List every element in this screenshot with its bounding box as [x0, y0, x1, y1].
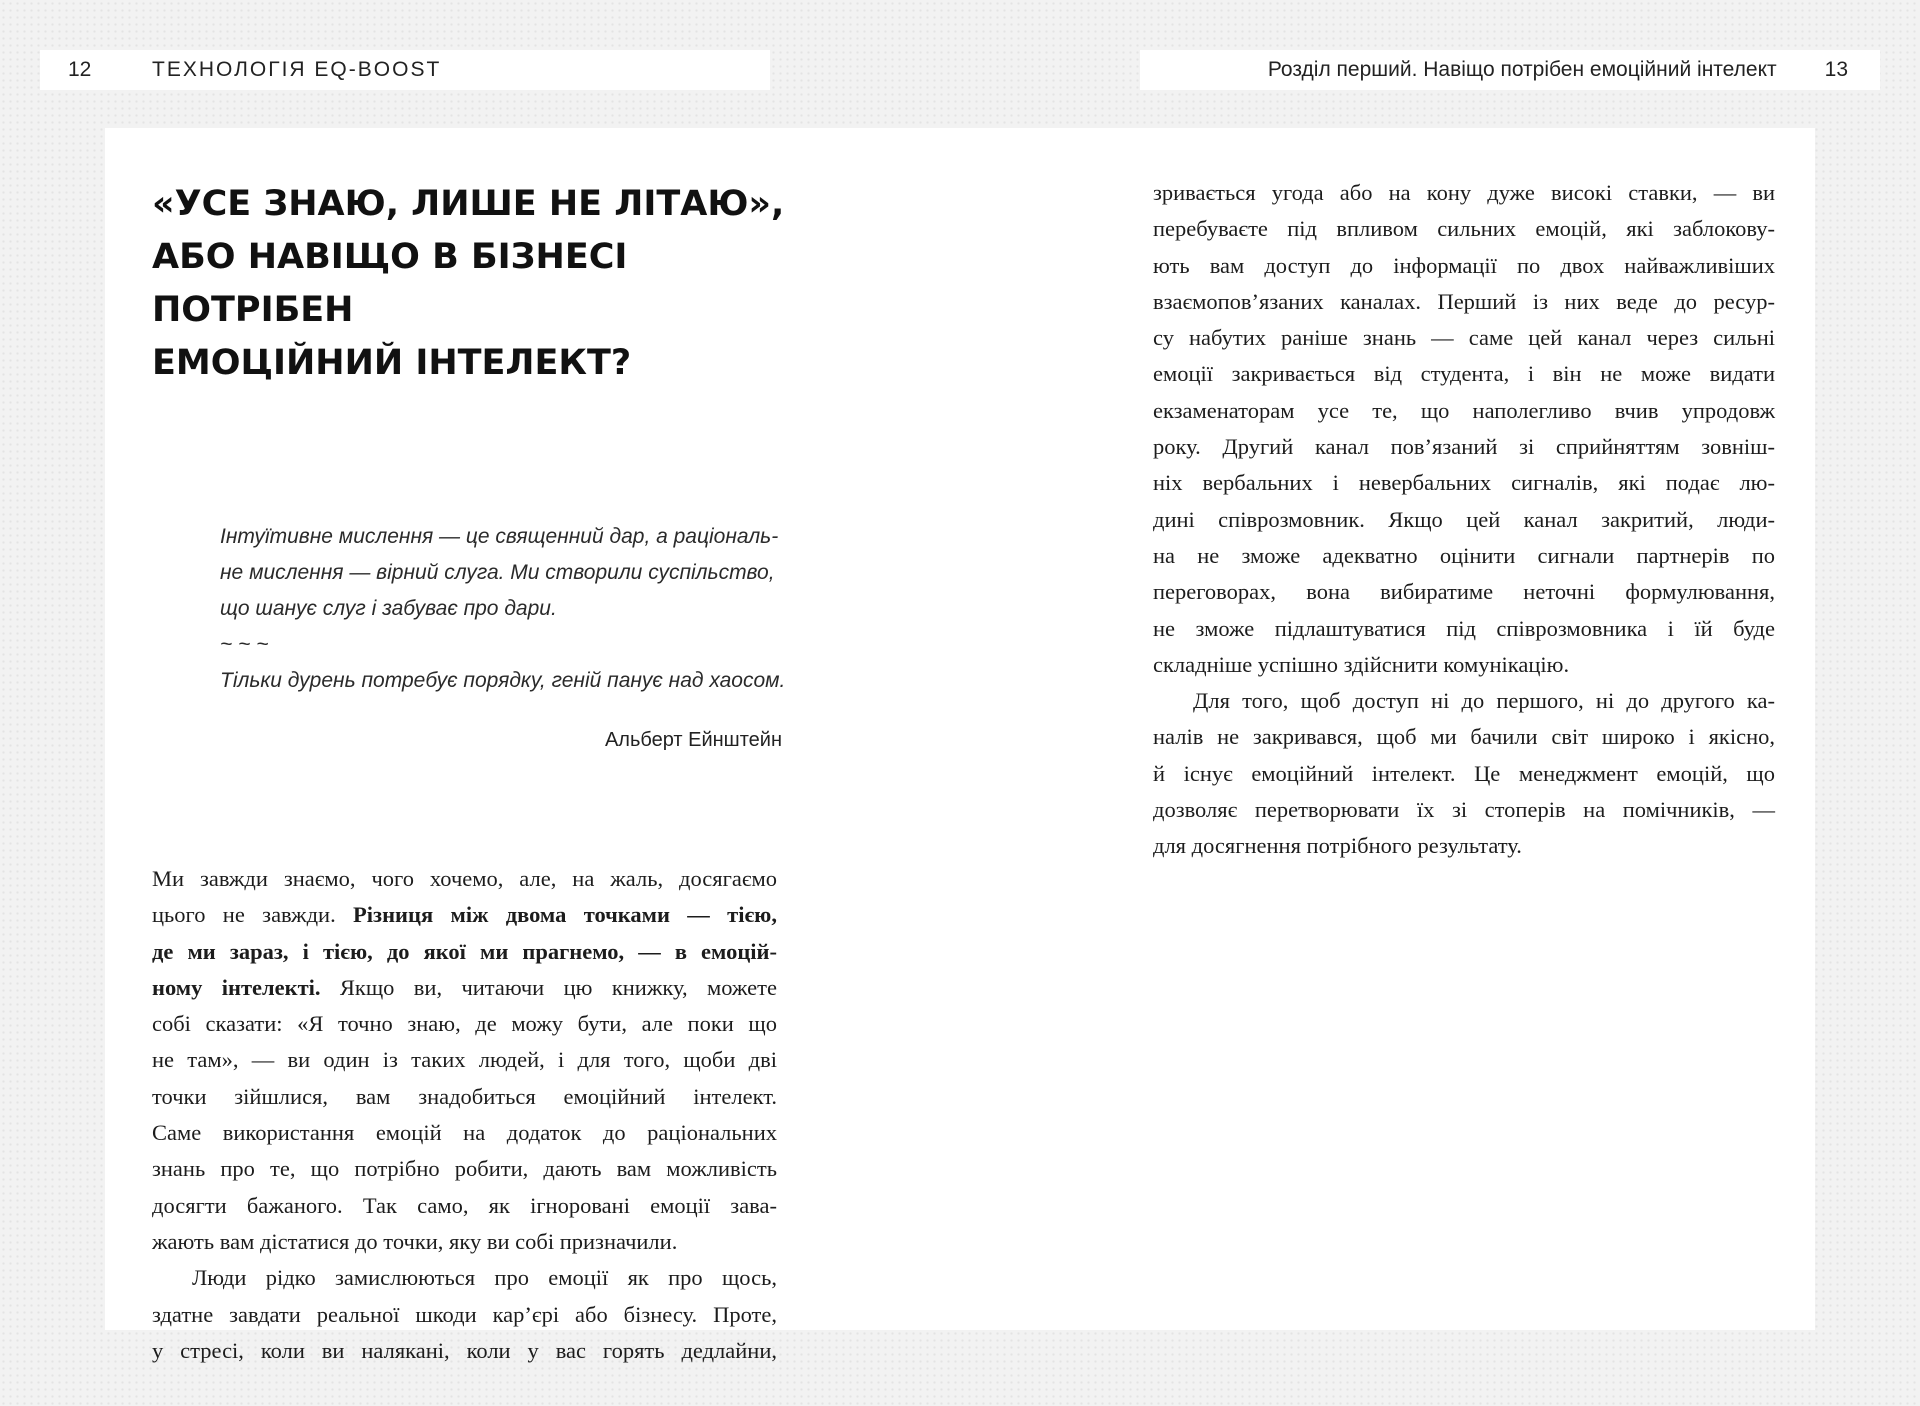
left-page: [105, 128, 960, 1363]
body-line: налів не закривався, щоб ми бачили світ широко і якісно,: [1153, 724, 1775, 750]
left-page-number: 12: [68, 58, 92, 81]
body-line: року. Другий канал пов’язаний зі сприйняттям зовніш-: [1153, 434, 1775, 460]
epigraph-author: Альберт Ейнштейн: [604, 729, 782, 751]
body-line: Саме використання емоцій на додаток до раціональних: [152, 1120, 777, 1146]
body-line: здатне завдати реальної шкоди кар’єрі або бізнесу. Проте,: [152, 1301, 777, 1327]
epigraph-separator: ~ ~ ~: [220, 633, 269, 656]
body-line: зривається угода або на кону дуже високі ставки, — ви: [1153, 180, 1775, 205]
body-line: не там», — ви один із таких людей, і для того, щоби дві: [152, 1047, 777, 1073]
right-page-number: 13: [1824, 58, 1848, 81]
left-body-text: [152, 861, 777, 1369]
body-line: складніше успішно здійснити комунікацію.: [1153, 651, 1570, 677]
body-text-run: цього не завжди.: [152, 902, 354, 928]
right-running-title: Розділ перший. Навіщо потрібен емоційний інтелект: [1267, 58, 1777, 81]
right-body-text: [1153, 175, 1775, 865]
body-line: перебуваєте під впливом сильних емоцій, які заблокову-: [1153, 216, 1775, 242]
body-line: екзаменаторам усе те, що наполегливо вчив упродовж: [1153, 397, 1775, 423]
body-line: досягти бажаного. Так само, як ігноровані емоції зава-: [152, 1192, 777, 1218]
epigraph-line: що шанує слуг і забуває про дари.: [220, 597, 557, 620]
right-page: [960, 128, 1815, 1330]
body-line: жають вам дістатися до точки, яку ви собі призначили.: [152, 1228, 678, 1254]
body-line: собі сказати: «Я точно знаю, де можу бути, але поки що: [152, 1011, 777, 1037]
body-line: су набутих раніше знань — саме цей канал через сильні: [1153, 325, 1775, 351]
body-line: [152, 970, 777, 1006]
body-line: у стресі, коли ви налякані, коли у вас горять дедлайни,: [152, 1337, 777, 1363]
body-line: [152, 897, 777, 933]
body-line: знань про те, що потрібно робити, дають вам можливість: [152, 1156, 777, 1182]
body-text-run: Якщо ви, читаючи цю книжку, можете: [320, 974, 777, 1000]
body-line: для досягнення потрібного результату.: [1153, 833, 1522, 859]
body-line: ють вам доступ до інформації по двох найважливіших: [1153, 252, 1775, 278]
body-line: дині співрозмовник. Якщо цей канал закритий, люди-: [1153, 506, 1775, 532]
body-line: де ми зараз, і тією, до якої ми прагнемо, — в емоцій-: [152, 938, 777, 964]
body-line: дозволяє перетворювати їх зі стоперів на помічників, —: [1153, 797, 1775, 823]
body-line: не зможе підлаштуватися під співрозмовника і їй буде: [1153, 615, 1775, 641]
chapter-title: [152, 178, 792, 390]
body-line: переговорах, вона вибиратиме неточні формулювання,: [1153, 579, 1775, 605]
bold-text-run: Різниця між двома точками — тією,: [353, 902, 777, 928]
right-page-header: [1140, 50, 1880, 90]
body-line: ніх вербальних і невербальних сигналів, які подає лю-: [1153, 470, 1775, 496]
chapter-title-line: АБО НАВІЩО В БІЗНЕСІ ПОТРІБЕН: [152, 237, 628, 330]
body-line: Ми завжди знаємо, чого хочемо, але, на жаль, досягаємо: [152, 866, 777, 891]
body-line: на не зможе адекватно оцінити сигнали партнерів по: [1153, 542, 1775, 568]
body-line: взаємопов’язаних каналах. Перший із них веде до ресур-: [1153, 288, 1775, 314]
left-running-title: ТЕХНОЛОГІЯ EQ-BOOST: [152, 58, 442, 81]
epigraph-line: Тільки дурень потребує порядку, геній панує над хаосом.: [220, 669, 786, 692]
body-line: емоції закривається від студента, і він не може видати: [1153, 361, 1775, 387]
epigraph-line: не мислення — вірний слуга. Ми створили суспільство,: [220, 561, 775, 584]
left-page-header: [40, 50, 770, 90]
chapter-title-line: ЕМОЦІЙНИЙ ІНТЕЛЕКТ?: [152, 343, 632, 383]
body-line: й існує емоційний інтелект. Це менеджмент емоцій, що: [1153, 760, 1775, 786]
body-line: Люди рідко замислюються про емоції як про щось,: [192, 1265, 777, 1291]
body-line: точки зійшлися, вам знадобиться емоційний інтелект.: [152, 1083, 777, 1109]
epigraph: [220, 519, 786, 699]
epigraph-line: Інтуїтивне мислення — це священний дар, а раціональ-: [220, 525, 779, 548]
chapter-title-line: «УСЕ ЗНАЮ, ЛИШЕ НЕ ЛІТАЮ»,: [152, 184, 785, 224]
bold-text-run: ному інтелекті.: [152, 974, 321, 1000]
body-line: Для того, щоб доступ ні до першого, ні до другого ка-: [1193, 688, 1775, 714]
